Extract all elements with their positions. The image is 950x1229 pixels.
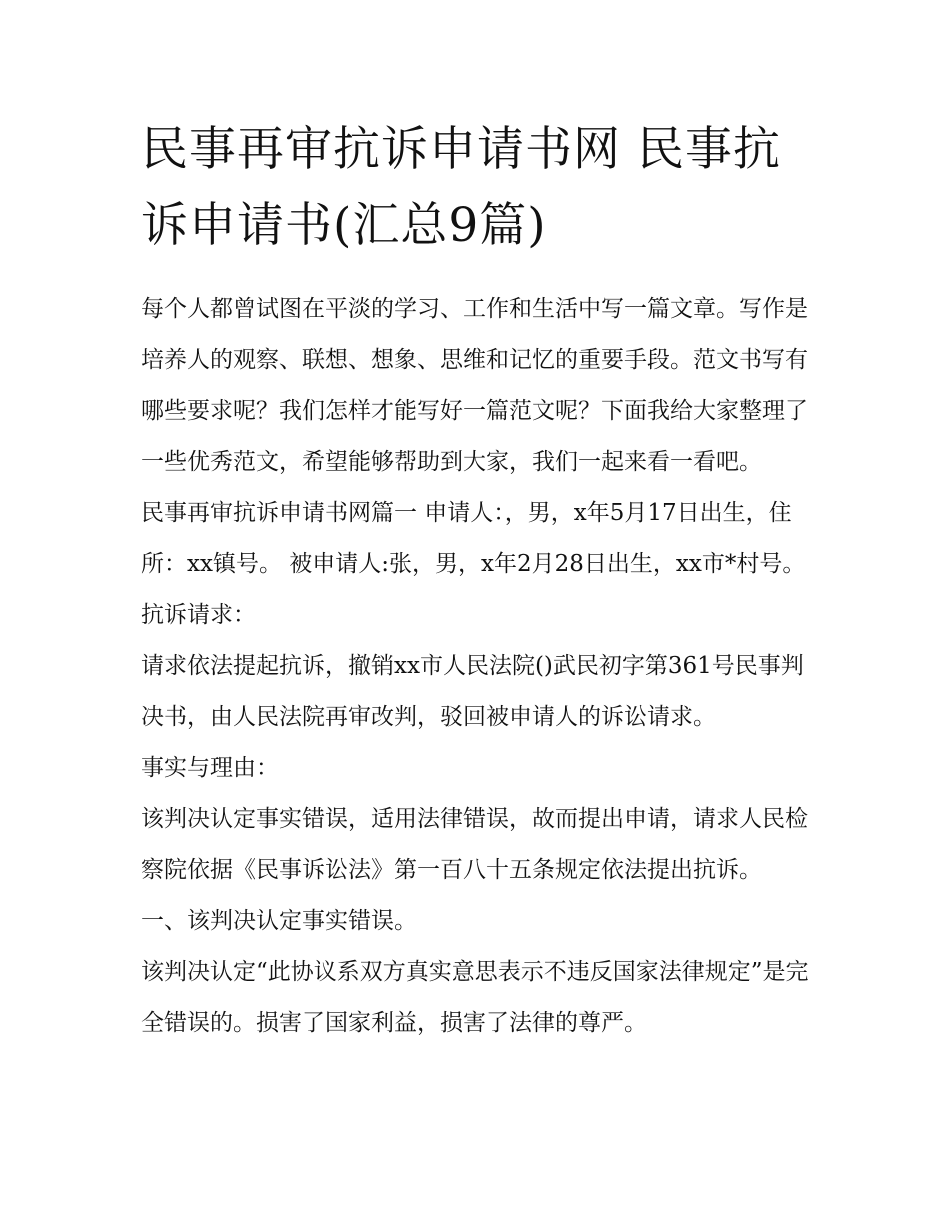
reasons-paragraph: 该判决认定事实错误，适用法律错误，故而提出申请，请求人民检察院依据《民事诉讼法》第一百八十五条规定依法提出抗诉。 一、该判决认定事实错误。 [141, 806, 808, 934]
document-page [141, 112, 813, 1049]
facts-heading: 事实与理由： [141, 755, 279, 781]
intro-paragraph: 每个人都曾试图在平淡的学习、工作和生活中写一篇文章。写作是培养人的观察、联想、想象、思维和记忆的重要手段。范文书写有哪些要求呢？我们怎样才能写好一篇范文呢？下面我给大家整理了一些优秀范文，希望能够帮助到大家，我们一起来看一看吧。 [141, 296, 808, 475]
document-title: 民事再审抗诉申请书网 民事抗诉申请书(汇总9篇) [141, 122, 781, 253]
parties-paragraph: 民事再审抗诉申请书网篇一 申请人：，男，x年5月17日出生，住所：xx镇号。 被申请人:张，男，x年2月28日出生，xx市*村号。 抗诉请求： [141, 500, 813, 628]
judgment-error-paragraph: 该判决认定“此协议系双方真实意思表示不违反国家法律规定”是完全错误的。损害了国家利益，损害了法律的尊严。 [141, 959, 809, 1036]
request-paragraph: 请求依法提起抗诉，撤销xx市人民法院()武民初字第361号民事判决书，由人民法院再审改判，驳回被申请人的诉讼请求。 [141, 653, 804, 730]
